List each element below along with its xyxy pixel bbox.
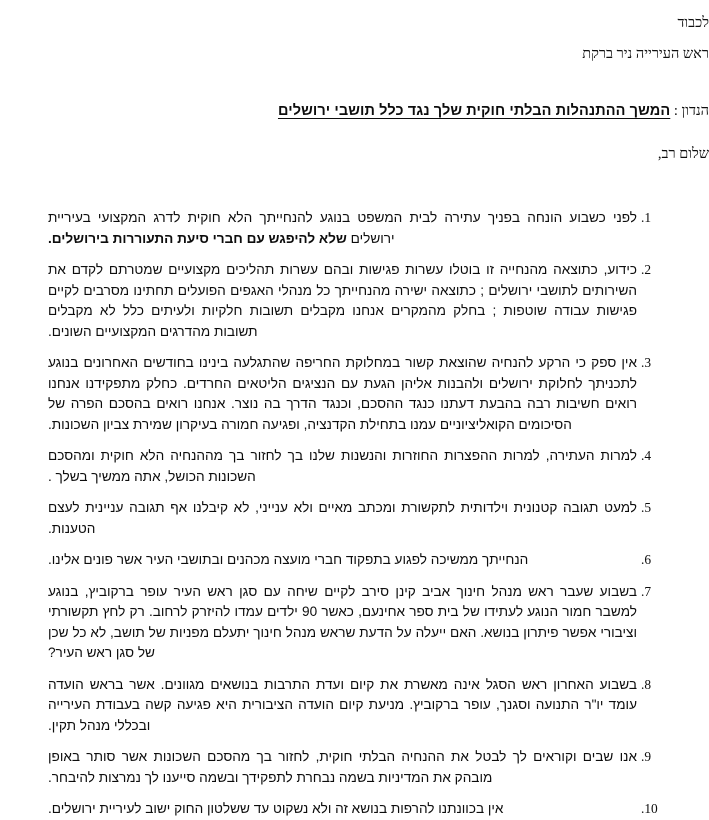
list-item: [48, 747, 665, 788]
list-item-text: [48, 550, 637, 571]
list-item-number: .7: [641, 583, 652, 599]
list-item-text: [48, 498, 637, 539]
greeting-line: שלום רב,: [657, 146, 709, 162]
list-item-text-plain: כידוע, כתוצאה מהנחייה זו בוטלו עשרות פגישות ובהם עשרות תהליכים מקצועיים שמטרתם לקדם את השירותים לתושבי ירושלים ; כתוצאה ישירה מהנחייתך כל מנהלי האגפים הפועלים תחתינו מסרבים לקיים פגישות עבודה שוטפות ; בחלק מהמקרים אנחנו מקבלים תשובות חלקיות ולעיתים כלל לא מקבלים תשובות מהדרגים המקצועיים השונים.: [48, 262, 637, 339]
list-item-text-plain: למרות העתירה, למרות ההפצרות החוזרות והנשנות שלנו בך לחזור בך מההנחיה הלא חוקית ומהסכם השכונות הכושל, אתה ממשיך בשלך .: [48, 448, 637, 484]
list-item-number: .10: [641, 801, 658, 816]
list-item-text-plain: למעט תגובה קטנונית וילדותית לתקשורת ומכתב מאיים ולא ענייני, לא קיבלנו אף תגובה עניינית לעצם הטענות.: [48, 500, 637, 536]
list-item-text: [48, 208, 637, 249]
recipient-name: ראש העירייה ניר ברקת: [582, 46, 709, 62]
subject-text: המשך ההתנהלות הבלתי חוקית שלך נגד כלל תושבי ירושלים: [277, 103, 671, 119]
to-label: לכבוד: [677, 15, 709, 31]
list-item-text: [48, 353, 637, 435]
list-item-number: .2: [641, 262, 652, 277]
list-item: [48, 446, 665, 487]
letter-header: [0, 0, 709, 70]
list-item-text-plain: הנחייתך ממשיכה לפגוע בתפקוד חברי מועצה מכהנים ובתושבי העיר אשר פונים אלינו.: [48, 552, 529, 567]
list-item-text-plain: אנו שבים וקוראים לך לבטל את ההנחיה הבלתי חוקית, לחזור בך מהסכם השכונות אשר סותר באופן מובהק את המדיניות בשמה נבחרת לתפקידך ובשמה סייענו לך נמרצות להיבחר.: [48, 749, 637, 785]
list-item: [48, 353, 665, 435]
list-item-text-plain: אין ספק כי הרקע להנחיה שהוצאת קשור במחלוקת החריפה שהתגלעה בינינו בחודשים האחרונים בנוגע לתכניתך לחלוקת ירושלים ולהבנות אליהן הגעת עם הנציגים הליטאים החרדים. כחלק מתפקידנו אנחנו רואים חשיבות רבה בהבעת דעתנו כנגד ההסכם, וכנגד הדרך בה נוצר. אנחנו רואים בהסכם הפרה של הסיכומים הקואליציוניים עמנו בתחילת הקדנציה, ופגיעה חמורה בעיקרון שמירת צביון השכונות.: [48, 355, 637, 432]
list-item: [48, 208, 665, 249]
list-item-text: [48, 582, 637, 664]
list-item: [48, 675, 665, 737]
list-item-number: .3: [641, 355, 652, 370]
subject-line: [0, 100, 709, 122]
numbered-body-list: [0, 208, 709, 820]
list-item-number: .5: [641, 500, 652, 515]
list-item: [48, 260, 665, 342]
list-item: [48, 582, 665, 664]
list-item-text: [48, 799, 637, 820]
list-item-text: [48, 747, 637, 788]
list-item-text-plain: אין בכוונתנו להרפות בנושא זה ולא נשקוט עד ששלטון החוק ישוב לעיריית ירושלים.: [48, 801, 504, 816]
list-item-text-emphasis: שלא להיפגש עם חברי סיעת התעוררות בירושלים.: [48, 230, 347, 246]
list-item: [48, 550, 665, 571]
subject-label: הנדון :: [673, 103, 709, 119]
list-item: [48, 799, 665, 820]
list-item: [48, 498, 665, 539]
list-item-text-plain: בשבוע האחרון ראש הסגל אינה מאשרת את קיום ועדת התרבות בנושאים מגוונים. אשר בראש הועדה עומד יו"ר התנועה וסגנך, עופר ברקוביץ. מניעת קיום הועדה הציבורית היא פגיעה קשה בעבודת העירייה ובכללי מנהל תקין.: [48, 676, 637, 733]
list-item-number: .4: [641, 448, 652, 463]
list-item-text-plain: לפני כשבוע הונחה בפניך עתירה לבית המשפט בנוגע להנחייתך הלא חוקית לדרג המקצועי בעיריית ירושלים: [48, 210, 637, 246]
list-item-number: .9: [641, 749, 652, 764]
list-item-text: [48, 260, 637, 342]
list-item-number: .1: [641, 210, 652, 225]
list-item-text-plain: בשבוע שעבר ראש מנהל חינוך אביב קינן סירב לקיים שיחה עם סגן ראש העיר עופר ברקוביץ, בנוגע למשבר חמור הנוגע לעתידו של בית ספר אחינעם, כאשר 90 ילדים עמדו להיזרק לרחוב. רק לחץ תקשורתי וציבורי אפשר פיתרון בנושא. האם ייעלה על הדעת שראש מנהל חינוך יתעלם מפניות של תושב, לא כל שכן של סגן ראש העיר?: [48, 583, 637, 660]
list-item-number: .8: [641, 676, 652, 692]
list-item-text: [48, 446, 637, 487]
list-item-number: .6: [641, 552, 652, 567]
list-item-text: [48, 675, 637, 737]
